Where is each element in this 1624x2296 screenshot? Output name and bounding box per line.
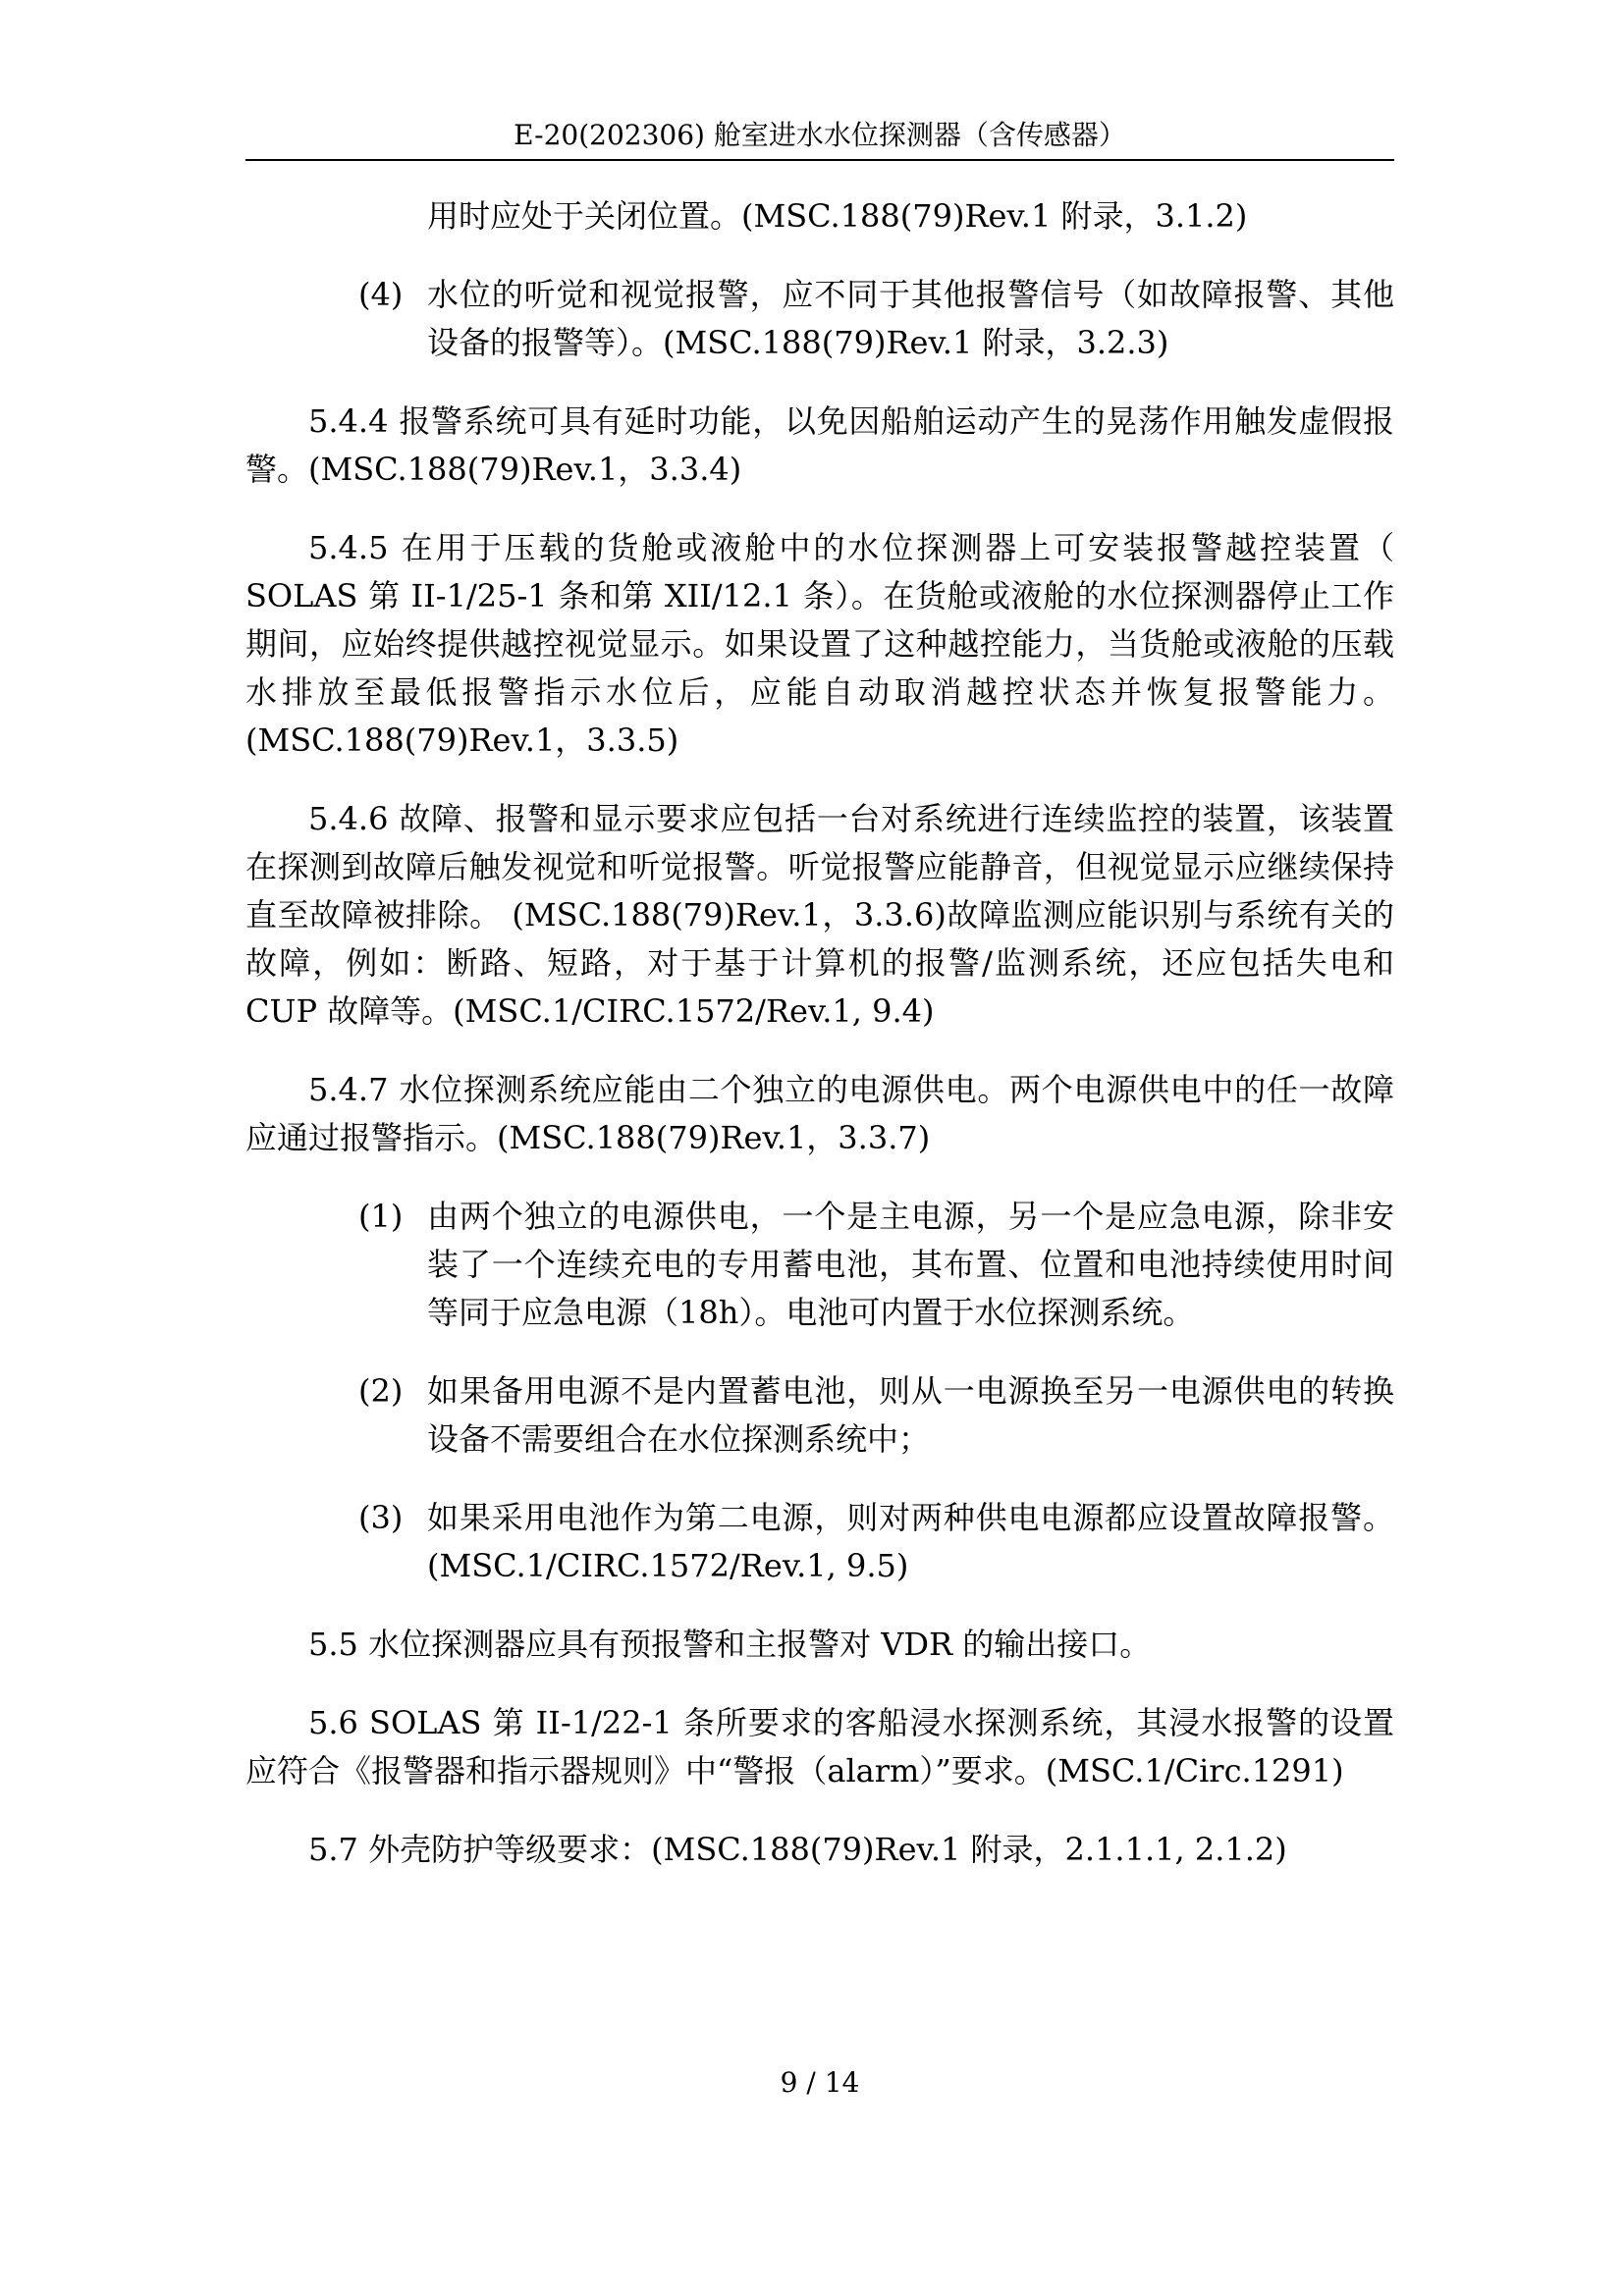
continued-line: 用时应处于关闭位置。(MSC.188(79)Rev.1 附录，3.1.2): [427, 197, 1248, 235]
list-item-text: 水位的听觉和视觉报警，应不同于其他报警信号（如故障报警、其他设备的报警等）。(MSC.188(79)Rev.1 附录，3.2.3): [427, 276, 1394, 361]
list-item-number: (2): [358, 1372, 404, 1410]
paragraph-5-6: 5.6 SOLAS 第 II-1/22-1 条所要求的客船浸水探测系统，其浸水报警的设置应符合《报警器和指示器规则》中“警报（alarm）”要求。(MSC.1/Circ.1291): [245, 1704, 1394, 1789]
list-item-number: (3): [358, 1499, 404, 1536]
list-item-text: 如果备用电源不是内置蓄电池，则从一电源换至另一电源供电的转换设备不需要组合在水位探测系统中；: [427, 1372, 1394, 1458]
paragraph-5-7: 5.7 外壳防护等级要求：(MSC.188(79)Rev.1 附录，2.1.1.1, 2.1.2): [308, 1831, 1287, 1868]
list-item-text: 由两个独立的电源供电，一个是主电源，另一个是应急电源，除非安装了一个连续充电的专用蓄电池，其布置、位置和电池持续使用时间等同于应急电源（18h）。电池可内置于水位探测系统。: [427, 1198, 1394, 1331]
list-item-2: [245, 1367, 1394, 1464]
page-number: 9 / 14: [780, 2066, 860, 2099]
list-item-number: (4): [358, 276, 404, 313]
paragraph-5-4-4: 5.4.4 报警系统可具有延时功能，以免因船舶运动产生的晃荡作用触发虚假报警。(MSC.188(79)Rev.1，3.3.4): [245, 402, 1394, 488]
header-rule: [245, 159, 1394, 161]
list-item-4: [245, 271, 1394, 367]
list-item-1: [245, 1193, 1394, 1337]
document-body: [245, 192, 1394, 1904]
paragraph-5-4-5: 5.4.5 在用于压载的货舱或液舱中的水位探测器上可安装报警越控装置（ SOLAS 第 II-1/25-1 条和第 XII/12.1 条）。在货舱或液舱的水位探测器停止工作期间，应始终提供越控视觉显示。如果设置了这种越控能力，当货舱或液舱的压载水排放至最低报警指示水位后，应能自动取消越控状态并恢复报警能力。(MSC.188(79)Rev.1，3.3.5): [245, 529, 1394, 759]
running-header: E-20(202306) 舱室进水水位探测器（含传感器）: [514, 119, 1126, 151]
paragraph-5-5: 5.5 水位探测器应具有预报警和主报警对 VDR 的输出接口。: [308, 1626, 1152, 1663]
paragraph-5-4-7: 5.4.7 水位探测系统应能由二个独立的电源供电。两个电源供电中的任一故障应通过报警指示。(MSC.188(79)Rev.1，3.3.7): [245, 1071, 1394, 1156]
list-item-text: 如果采用电池作为第二电源，则对两种供电电源都应设置故障报警。(MSC.1/CIRC.1572/Rev.1, 9.5): [427, 1499, 1394, 1584]
list-item-number: (1): [358, 1198, 404, 1235]
list-item-3: [245, 1494, 1394, 1590]
paragraph-5-4-6: 5.4.6 故障、报警和显示要求应包括一台对系统进行连续监控的装置，该装置在探测到故障后触发视觉和听觉报警。听觉报警应能静音，但视觉显示应继续保持直至故障被排除。 (MSC.188(79)Rev.1，3.3.6)故障监测应能识别与系统有关的故障，例如：断路、短路，对于基于计算机的报警/监测系统，还应包括失电和 CUP 故障等。(MSC.1/CIRC.1572/Rev.1, 9.4): [245, 800, 1394, 1030]
